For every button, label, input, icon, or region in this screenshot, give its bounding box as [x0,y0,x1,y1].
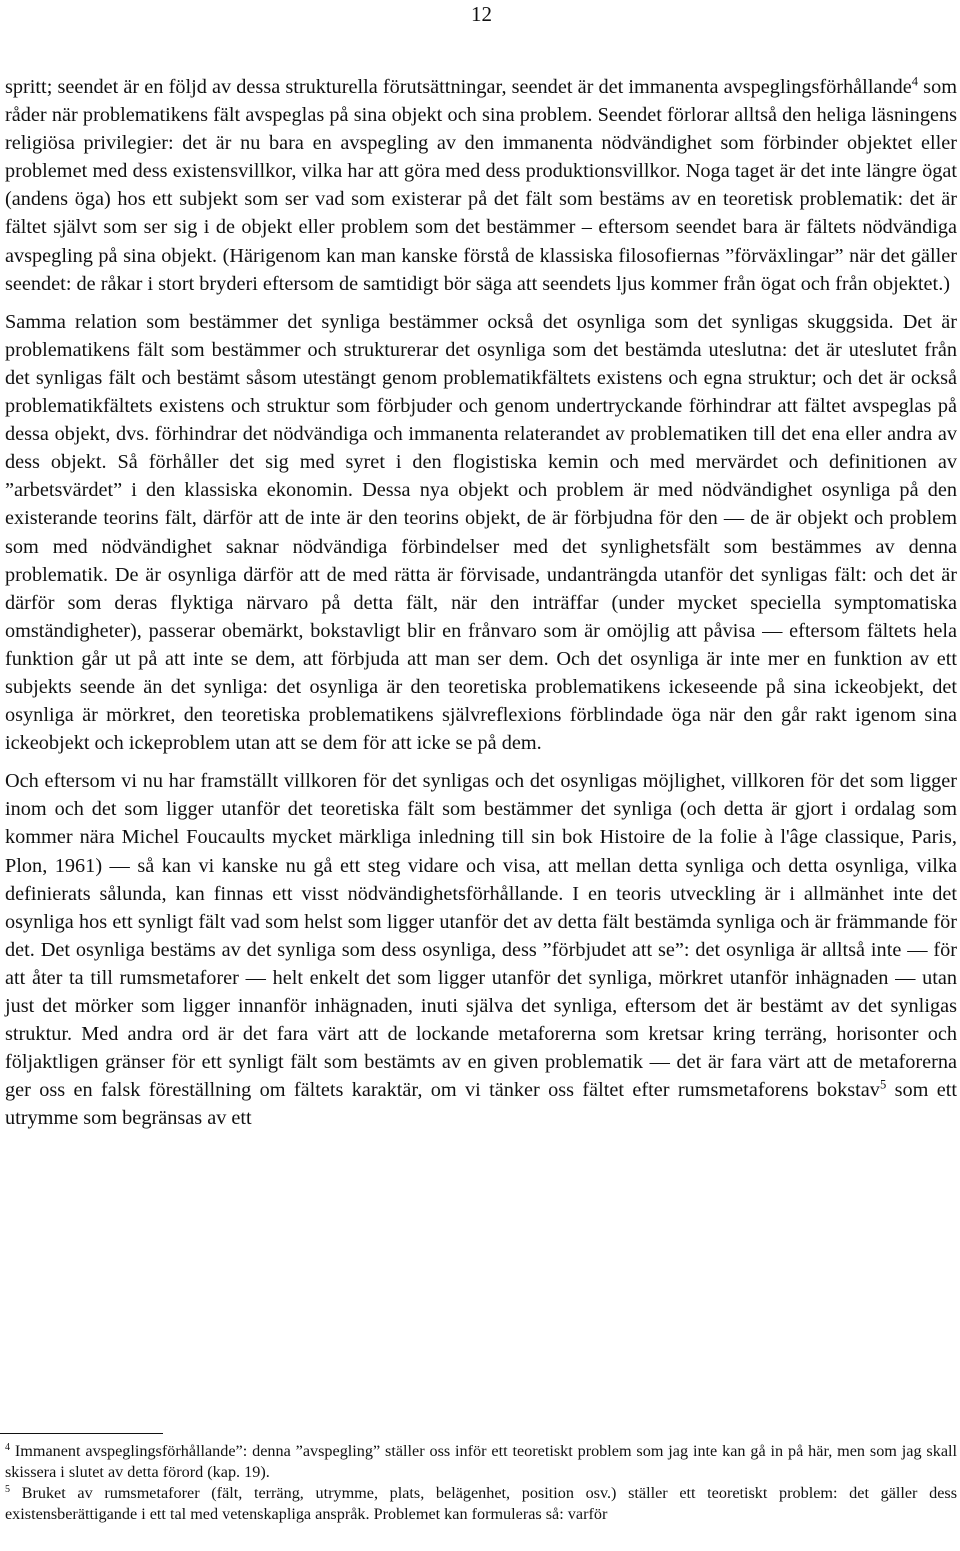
text-run: spritt; seendet är en följd av dessa strukturella förutsättningar, seendet är det immanenta avspeglingsförhållande [5,76,912,98]
paragraph [5,308,957,758]
footnote-marker: 4 [5,1441,11,1453]
body-text [5,73,957,1142]
text-run: som ett utrymme som begränsas av ett [5,1079,957,1130]
footnote [5,1483,957,1525]
text-run: Och eftersom vi nu har framställt villkoren för det synligas och det osynligas möjlighet, villkoren för det som ligger inom och det som ligger utanför det teoretiska fält som bestämmer det synliga (och detta är gjort i ordalag som kommer nära Michel Foucaults mycket märkliga inledning till sin bok Histoire de la folie à l'âge classique, Paris, Plon, 1961) — så kan vi kanske nu gå ett steg vidare och visa, att mellan detta synliga och detta osynliga, vilka definierats sålunda, kan finnas ett visst nödvändighetsförhållande. I en teoris utveckling är i allmänhet inte det osynliga hos ett synligt fält vad som helst som ligger utanför det av detta fält bestämda synliga och är främmande för det. Det osynliga bestäms av det synliga som dess osynliga, dess ”förbjudet att se”: det osynliga är alltså inte — för att åter ta till rumsmetaforer — helt enkelt det som ligger utanför det synliga, mörkret utanför inhägnaden — utan just det mörker som ligger innanför inhägnaden, inuti själva det synliga, eftersom det är bestämt av det synligas struktur. Med andra ord är det fara värt att de lockande metaforerna som kretsar kring terräng, horisonter och följaktligen gränser för ett synligt fält som bestämts av en given problematik — det är fara värt att de metaforerna ger oss en falsk föreställning om fältets karaktär, om vi tänker oss fältet efter rumsmetaforens bokstav [5,770,957,1102]
footnotes [5,1441,957,1525]
text-run: Immanent avspeglingsförhållande”: denna ”avspegling” ställer oss inför ett teoretiskt problem som jag inte kan gå in på här, men som jag skall skissera i slutet av detta förord (kap. 19). [5,1442,957,1481]
text-run: som råder när problematikens fält avspeglas på sina objekt och sina problem. Seendet förlorar alltså den heliga läsningens religiösa privilegier: det är nu bara en avspegling av den immanenta nödvändighet som förbinder objektet eller problemet med dess existensvillkor, vilka har att göra med dess produktionsvillkor. Noga taget är det inte längre ögat (andens öga) hos ett subjekt som ser vad som existerar på det fält som bestäms av en teoretisk problematik: det är fältet självt som ser sig i de objekt eller problem som det bestämmer – eftersom seendet bara är fältets nödvändiga avspegling på sina objekt. (Härigenom kan man kanske förstå de klassiska filosofiernas ”förväxlingar” när det gäller seendet: de råkar i stort bryderi eftersom de samtidigt bör säga att seendets ljus kommer från ögat och från objektet.) [5,76,957,295]
footnote [5,1441,957,1483]
text-run: Samma relation som bestämmer det synliga bestämmer också det osynliga som det synligas skuggsida. Det är problematikens fält som bestämmer och strukturerar det osynliga som det bestämda uteslutna: det är uteslutet från det synligas fält och bestämt såsom utestängt genom problematikfältets existens och egna struktur; och det är också problematikfältets existens och struktur som förbjuder och genom undertryckande förhindrar att fältet avspeglas på dessa objekt, dvs. förhindrar det nödvändiga och immanenta relaterandet av problematiken till det ena eller andra av dess objekt. Så förhåller det sig med syret i den flogistiska kemin och med mervärdet och definitionen av ”arbetsvärdet” i den klassiska ekonomin. Dessa nya objekt och problem är med nödvändighet osynliga på den existerande teorins fält, därför att de inte är den teorins objekt, de är förbjudna för den — de är objekt och problem som med nödvändighet saknar nödvändiga förbindelser med det synlighetsfält som bestämmes av denna problematik. De är osynliga därför att de med rätta är förvisade, undanträngda utanför det synligas fält: och det är därför som deras flyktiga närvaro på detta fält, när den inträffar (under mycket speciella symptomatiska omständigheter), passerar obemärkt, bokstavligt blir en frånvaro som är omöjlig att påvisa — eftersom fältets hela funktion går ut på att inte se dem, att förbjuda att man ser dem. Och det osynliga är inte mer en funktion av ett subjekts seende än det synliga: det osynliga är den teoretiska problematikens ickeseende på sina ickeobjekt, det osynliga är mörkret, den teoretiska problematikens självreflexions förblindade öga när den går rakt igenom sina ickeobjekt och ickeproblem utan att se dem för att icke se på dem. [5,310,957,755]
footnote-separator [0,1433,163,1434]
paragraph [5,767,957,1132]
page-number: 12 [471,2,492,26]
text-run: Bruket av rumsmetaforer (fält, terräng, utrymme, plats, belägenhet, position osv.) ställer ett teoretiskt problem: det gäller dess existensberättigande i ett tal med vetenskapliga anspråk. Problemet kan formuleras så: varför [5,1484,957,1523]
footnote-marker: 5 [879,1077,887,1092]
footnote-marker: 4 [911,74,919,89]
footnote-marker: 5 [5,1483,11,1495]
paragraph [5,73,957,298]
